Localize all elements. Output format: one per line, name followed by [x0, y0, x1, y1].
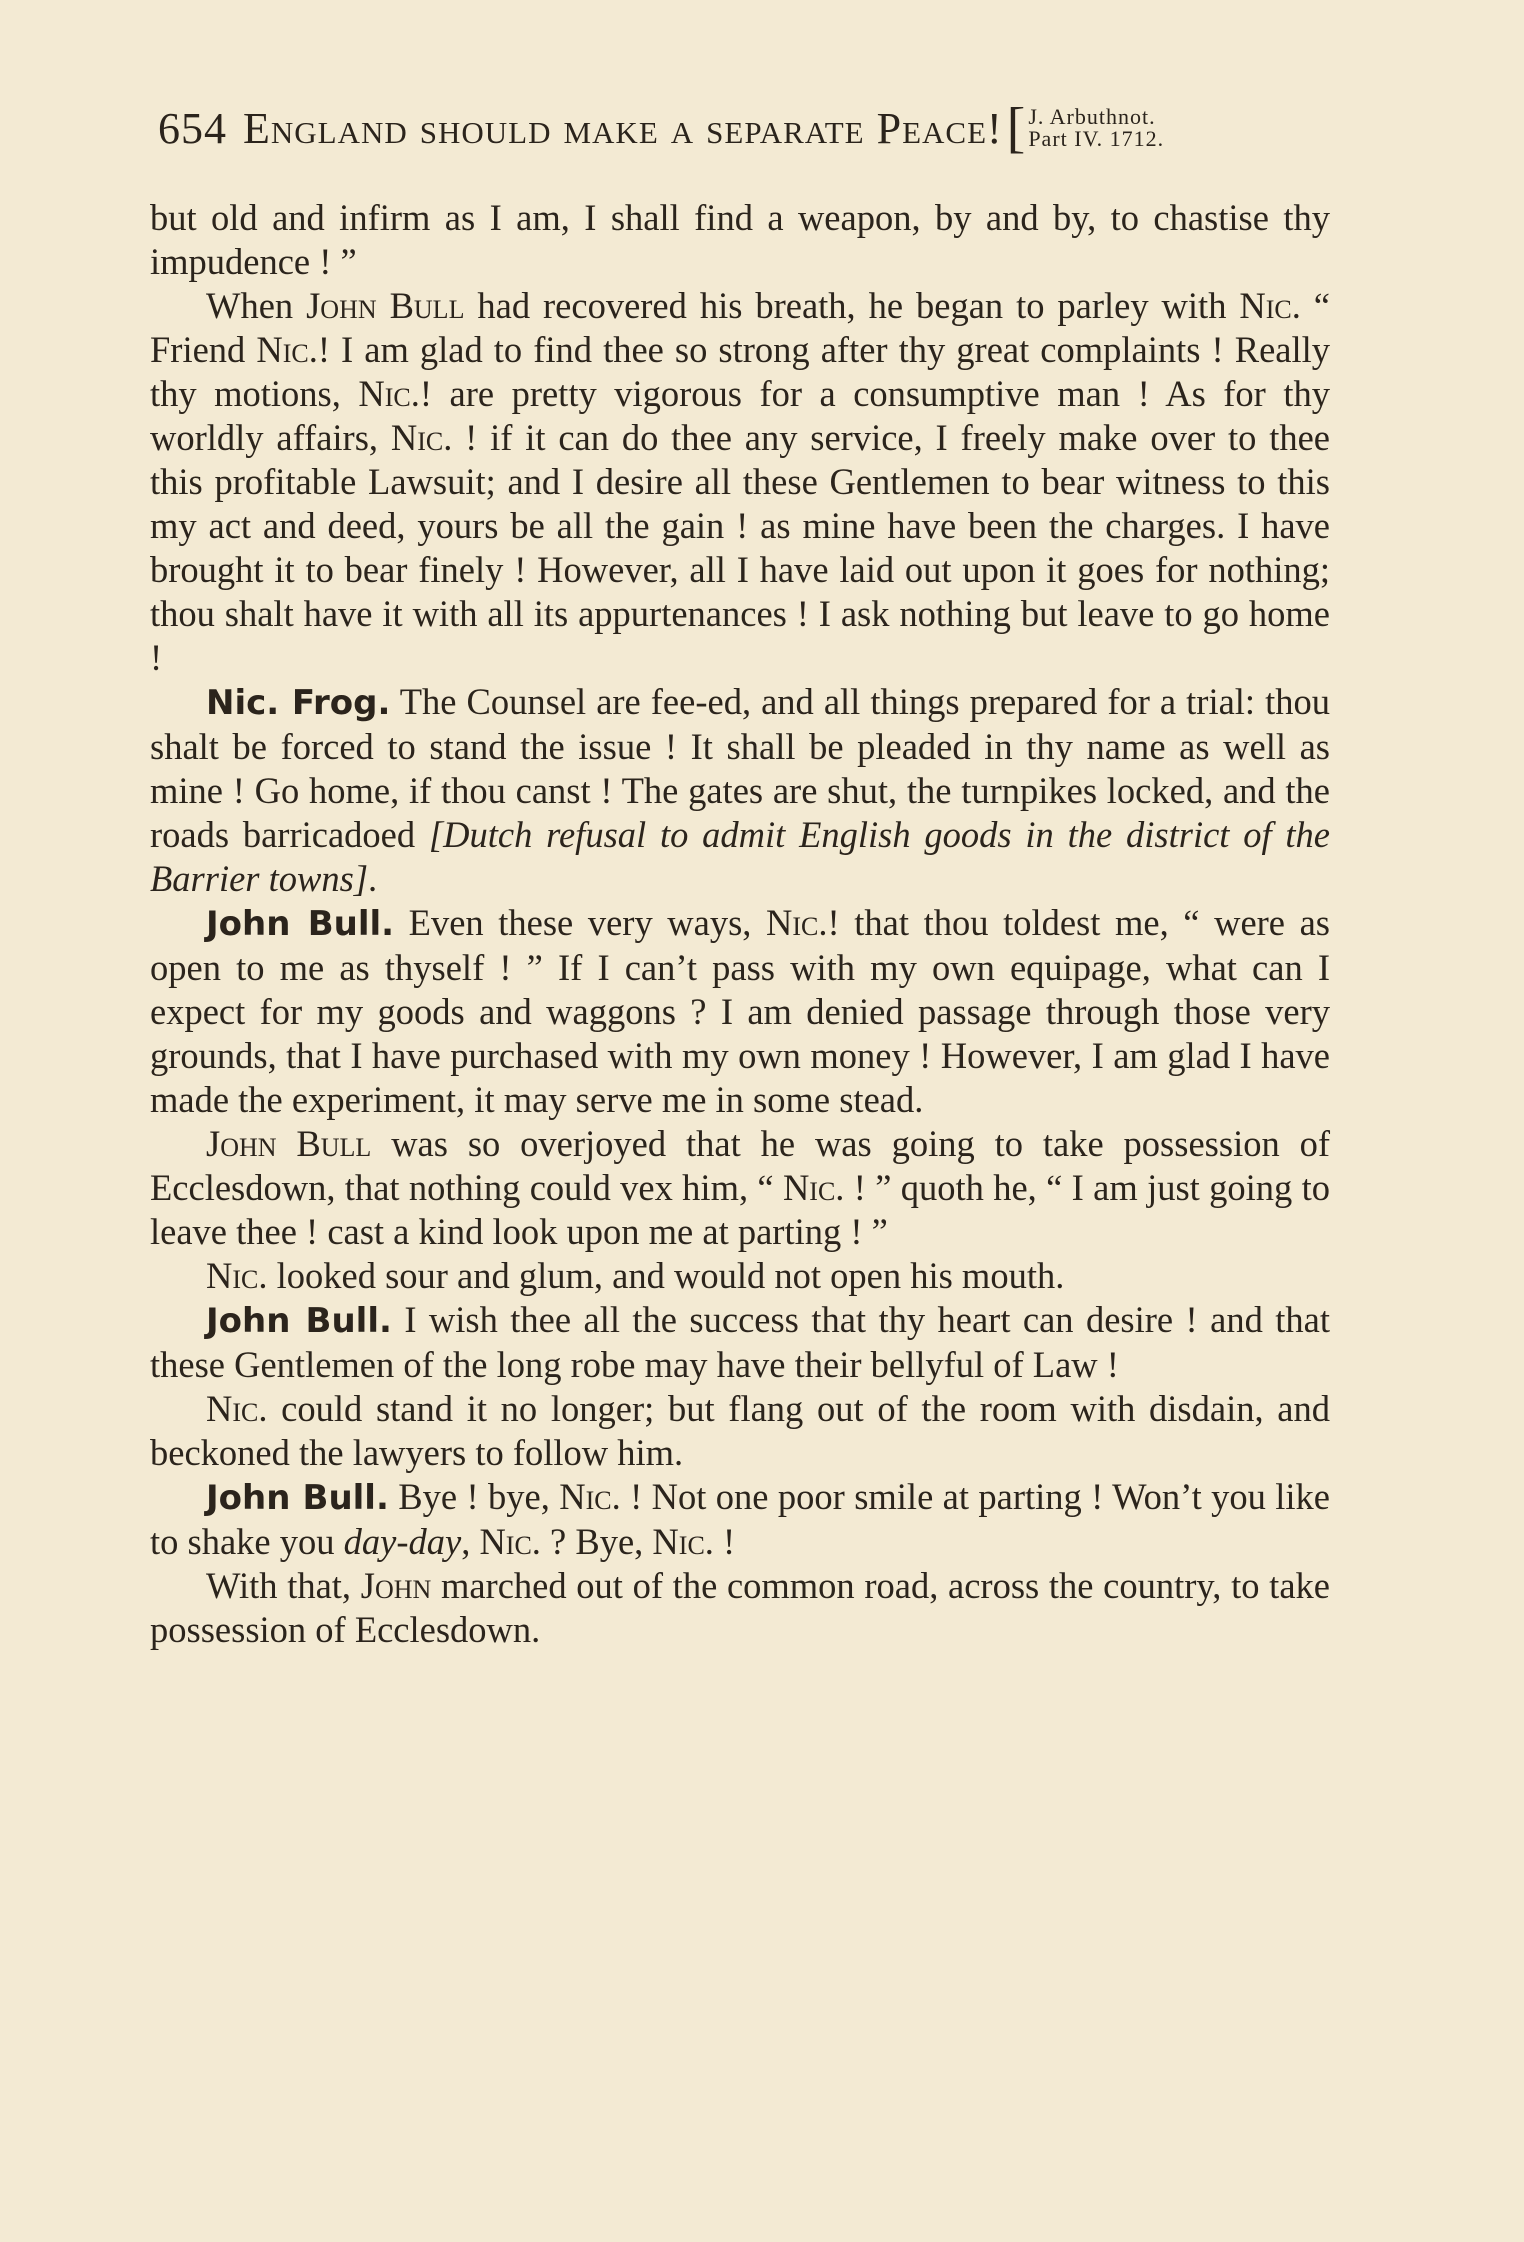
text-run: ! Not one poor smile at parting ! Won’t you like to shake you [150, 1476, 1330, 1562]
sidenote-year: 1712. [1109, 126, 1165, 151]
character-name: Nic. [206, 1255, 268, 1296]
text-run: With that, [206, 1565, 361, 1606]
text-run: had recovered his breath, he began to parley with [464, 285, 1240, 326]
character-name: Nic. [479, 1521, 541, 1562]
text-run: , [461, 1521, 480, 1562]
text-run: ! that thou toldest me, “ were as open to me as thyself ! ” If I can’t pass with my own equipage, what can I expect for my goods and waggons ? I am denied passage through those very grounds, that I have purchased with my own money ! However, I am glad I have made the experiment, it may serve me in some stead. [150, 902, 1330, 1120]
paragraph [150, 1564, 1330, 1652]
speaker-label: John Bull. [206, 1301, 392, 1341]
character-name: John [360, 1565, 432, 1606]
text-run: ! ” quoth he, “ I am just going to leave thee ! cast a kind look upon me at parting ! ” [150, 1167, 1330, 1252]
paragraph [150, 1387, 1330, 1475]
text-run: ! [713, 1521, 736, 1562]
text-run: but old and infirm as I am, I shall find a weapon, by and by, to chastise thy impudence ! ” [150, 197, 1330, 282]
running-header [158, 97, 1358, 159]
attribution-sidenote [1028, 106, 1164, 150]
speaker-label: John Bull. [206, 904, 395, 944]
paragraph [150, 901, 1330, 1122]
character-name: Nic. [358, 373, 420, 414]
text-run: . [368, 858, 378, 899]
character-name: Nic. [206, 1388, 268, 1429]
text-run: Even these very ways, [394, 902, 767, 943]
text-run: ? Bye, [540, 1521, 653, 1562]
sidenote-part-year [1028, 128, 1164, 150]
text-run: looked sour and glum, and would not open his mouth. [267, 1255, 1065, 1296]
paragraph [150, 284, 1330, 680]
text-run: “ Friend [150, 285, 1330, 370]
character-name: Nic. [559, 1476, 621, 1517]
character-name: Nic. [782, 1167, 845, 1208]
character-name: John Bull [206, 1123, 372, 1164]
character-name: Nic. [256, 329, 318, 370]
body-text [150, 196, 1330, 1652]
speaker-label: John Bull. [206, 1478, 389, 1518]
speaker-label: Nic. Frog. [206, 683, 391, 723]
text-run: was so overjoyed that he was going to take possession of Ecclesdown, that nothing could vex him, “ [150, 1123, 1331, 1208]
paragraph [150, 1475, 1330, 1564]
paragraph [150, 196, 1330, 284]
running-title: England should make a separate Peace! [243, 103, 1003, 153]
text-run: The Counsel are fee-ed, and all things prepared for a trial: thou shalt be forced to stand the issue ! It shall be pleaded in thy name as well as mine ! Go home, if thou canst ! The gates are shut, the turnpikes locked, and the roads barricadoed [150, 681, 1330, 855]
emphasis: day-day [343, 1521, 462, 1562]
character-name: John Bull [306, 285, 465, 326]
character-name: Nic. [390, 417, 453, 458]
text-run: ! I am glad to find thee so strong after thy great complaints ! Really thy motions, [150, 329, 1331, 414]
sidenote-bracket: [ [1006, 97, 1027, 159]
text-run: I wish thee all the success that thy heart can desire ! and that these Gentlemen of the long robe may have their bellyful of Law ! [150, 1299, 1330, 1385]
text-run: ! if it can do thee any service, I freely make over to thee this profitable Lawsuit; and I desire all these Gentlemen to bear witness to this my act and deed, yours be all the gain ! as mine have been the charges. I have brought it to bear finely ! However, all I have laid out upon it goes for nothing; thou shalt have it with all its appurtenances ! I ask nothing but leave to go home ! [150, 417, 1330, 678]
text-run: ! are pretty vigorous for a consumptive man ! As for thy worldly affairs, [150, 373, 1330, 458]
paragraph [150, 680, 1330, 901]
paragraph [150, 1298, 1330, 1387]
page-number: 654 [158, 103, 227, 153]
text-run: marched out of the common road, across the country, to take possession of Ecclesdown. [150, 1565, 1330, 1650]
editorial-note: [Dutch refusal to admit English goods in the district of the Barrier towns] [150, 814, 1330, 899]
text-run: could stand it no longer; but flang out of the room with disdain, and beckoned the lawyers to follow him. [150, 1388, 1330, 1473]
character-name: Nic. [652, 1521, 714, 1562]
character-name: Nic. [766, 902, 828, 943]
character-name: Nic. [1239, 285, 1301, 326]
sidenote-part: Part IV. [1028, 126, 1104, 151]
text-run: Bye ! bye, [388, 1476, 560, 1517]
paragraph [150, 1254, 1330, 1298]
paragraph [150, 1122, 1330, 1254]
sidenote-author: J. Arbuthnot. [1028, 104, 1156, 129]
text-run: When [206, 285, 307, 326]
